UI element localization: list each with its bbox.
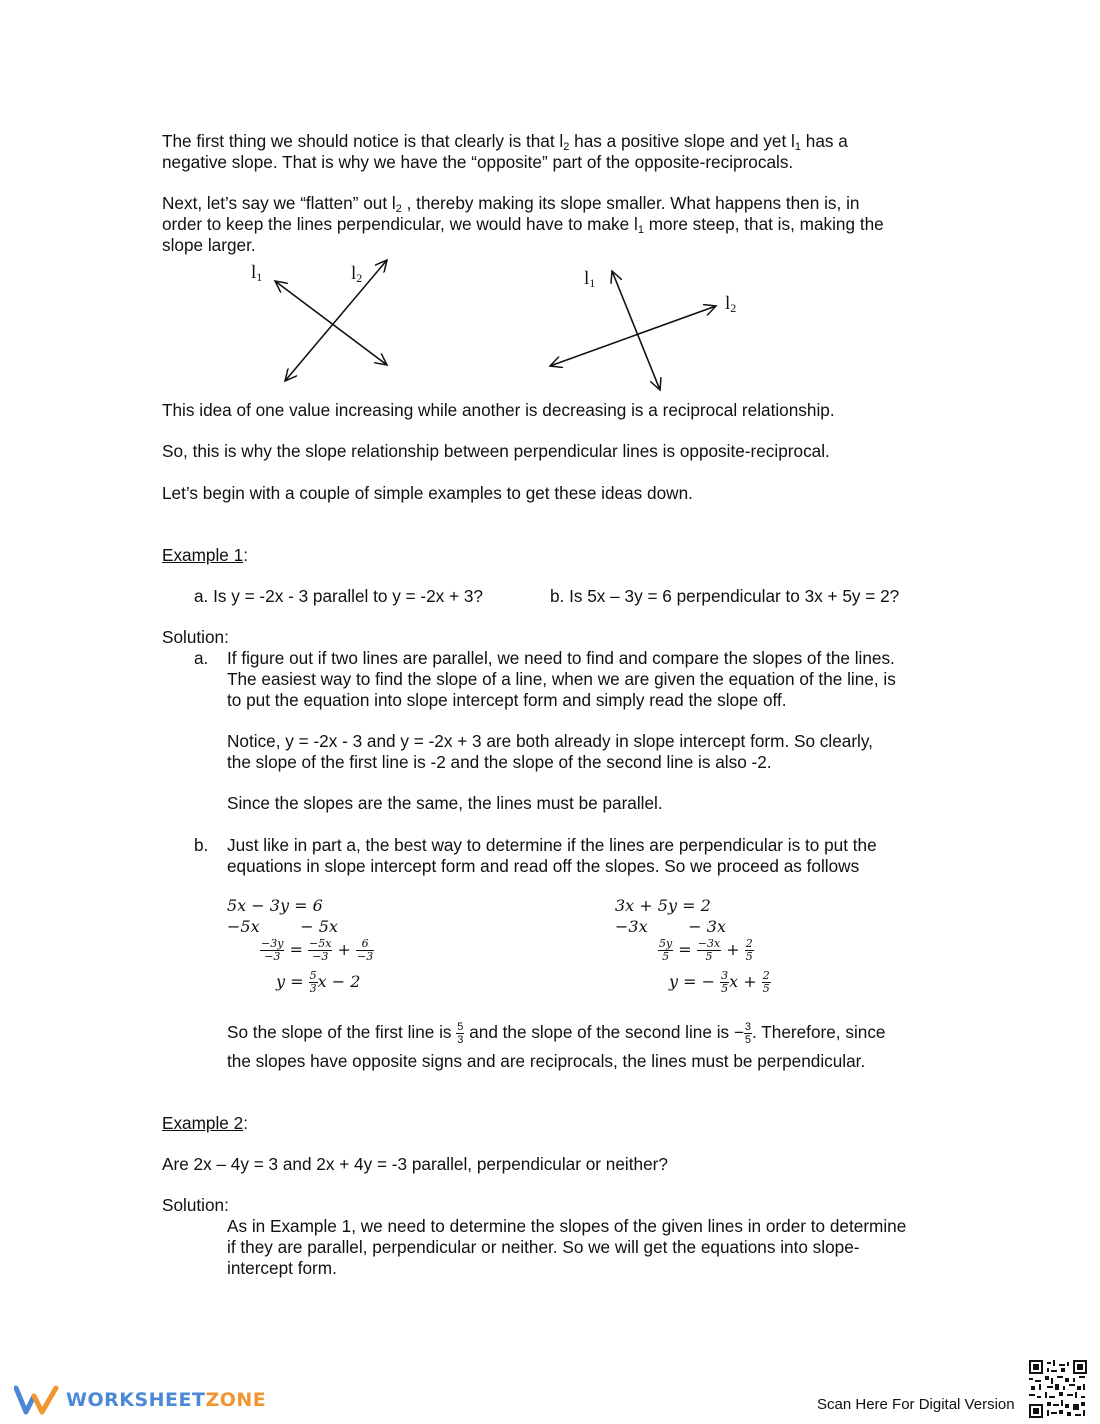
part-b-line2: equations in slope intercept form and read off the slopes. So we proceed as follows bbox=[227, 856, 860, 876]
left-line-l1 bbox=[275, 281, 387, 365]
part-a-line5: the slope of the first line is -2 and the slope of the second line is also -2. bbox=[227, 752, 772, 772]
worksheetzone-w-icon bbox=[14, 1384, 60, 1416]
right-eq-line1: 3x + 5y = 2 bbox=[615, 896, 711, 915]
flatten-paragraph-line3: slope larger. bbox=[162, 235, 256, 255]
example1-conclusion-line1: So the slope of the first line is $\frac{5}{3}$ and the slope of the second line is − $\frac{3}{5}$ . Therefore, since bbox=[227, 1021, 886, 1046]
reciprocal-paragraph: This idea of one value increasing while another is decreasing is a reciprocal relationship. bbox=[162, 400, 835, 420]
example2-question: Are 2x – 4y = 3 and 2x + 4y = -3 parallel, perpendicular or neither? bbox=[162, 1154, 668, 1174]
left-l2-label: $l_2$ bbox=[351, 263, 363, 285]
left-eq-line3: $\frac{-3y}{-3}$ = $\frac{-5x}{-3}$ + $\frac{6}{-3}$ bbox=[261, 937, 374, 963]
scan-digital-version-text: Scan Here For Digital Version bbox=[817, 1396, 1015, 1413]
part-b-line1: Just like in part a, the best way to determine if the lines are perpendicular is to put the bbox=[227, 835, 877, 855]
left-line-l2 bbox=[285, 260, 387, 381]
example1-solution-label: Solution: bbox=[162, 627, 229, 647]
right-l2-label: $l_2$ bbox=[725, 293, 737, 315]
worksheetzone-brand-text: WORKSHEETZONE bbox=[66, 1389, 267, 1411]
example1-question-a: a. Is y = -2x - 3 parallel to y = -2x + 3? bbox=[194, 586, 483, 606]
intro-paragraph-line2: negative slope. That is why we have the “opposite” part of the opposite-reciprocals. bbox=[162, 152, 794, 172]
example2-solution-line3: intercept form. bbox=[227, 1258, 337, 1278]
right-line-l1 bbox=[612, 271, 660, 390]
left-eq-line1: 5x − 3y = 6 bbox=[227, 896, 323, 915]
right-eq-line4: y = − $\frac{3}{5}$ x + $\frac{2}{5}$ bbox=[669, 969, 770, 995]
slope-relationship-paragraph: So, this is why the slope relationship between perpendicular lines is opposite-reciprocal. bbox=[162, 441, 830, 461]
example1-heading: Example 1: bbox=[162, 545, 248, 565]
intro-paragraph-line1: The first thing we should notice is that clearly is that $l_2$ has a positive slope and yet $l_1$ has a bbox=[162, 131, 848, 153]
example2-solution-line2: if they are parallel, perpendicular or neither. So we will get the equations into slope- bbox=[227, 1237, 860, 1257]
right-l1-label: $l_1$ bbox=[584, 268, 596, 290]
perpendicular-lines-diagram bbox=[0, 0, 1100, 420]
begin-examples-paragraph: Let’s begin with a couple of simple examples to get these ideas down. bbox=[162, 483, 693, 503]
example2-solution-label: Solution: bbox=[162, 1195, 229, 1215]
left-eq-line2: −5x − 5x bbox=[227, 917, 338, 936]
part-a-line4: Notice, y = -2x - 3 and y = -2x + 3 are both already in slope intercept form. So clearly, bbox=[227, 731, 873, 751]
flatten-paragraph-line2: order to keep the lines perpendicular, we would have to make $l_1$ more steep, that is, making the bbox=[162, 214, 884, 236]
part-a-line3: to put the equation into slope intercept form and simply read the slope off. bbox=[227, 690, 787, 710]
part-a-line2: The easiest way to find the slope of a line, when we are given the equation of the line, is bbox=[227, 669, 896, 689]
left-eq-line4: y = $\frac{5}{3}$ x − 2 bbox=[276, 969, 361, 995]
example2-heading: Example 2: bbox=[162, 1113, 248, 1133]
left-l1-label: $l_1$ bbox=[251, 262, 263, 284]
part-a-marker: a. bbox=[194, 648, 209, 668]
part-b-marker: b. bbox=[194, 835, 209, 855]
example1-question-b: b. Is 5x – 3y = 6 perpendicular to 3x + 5y = 2? bbox=[550, 586, 900, 606]
part-a-line6: Since the slopes are the same, the lines must be parallel. bbox=[227, 793, 663, 813]
example1-conclusion-line2: the slopes have opposite signs and are reciprocals, the lines must be perpendicular. bbox=[227, 1051, 866, 1071]
qr-code-icon[interactable] bbox=[1029, 1360, 1087, 1418]
flatten-paragraph-line1: Next, let’s say we “flatten” out $l_2$ , thereby making its slope smaller. What happens then is, in bbox=[162, 193, 860, 215]
right-eq-line3: $\frac{5y}{5}$ = $\frac{-3x}{5}$ + $\frac{2}{5}$ bbox=[659, 937, 753, 963]
worksheetzone-logo[interactable] bbox=[14, 1384, 266, 1416]
example2-solution-line1: As in Example 1, we need to determine the slopes of the given lines in order to determine bbox=[227, 1216, 907, 1236]
right-eq-line2: −3x − 3x bbox=[615, 917, 726, 936]
right-line-l2 bbox=[550, 306, 716, 366]
part-a-line1: If figure out if two lines are parallel, we need to find and compare the slopes of the lines. bbox=[227, 648, 895, 668]
